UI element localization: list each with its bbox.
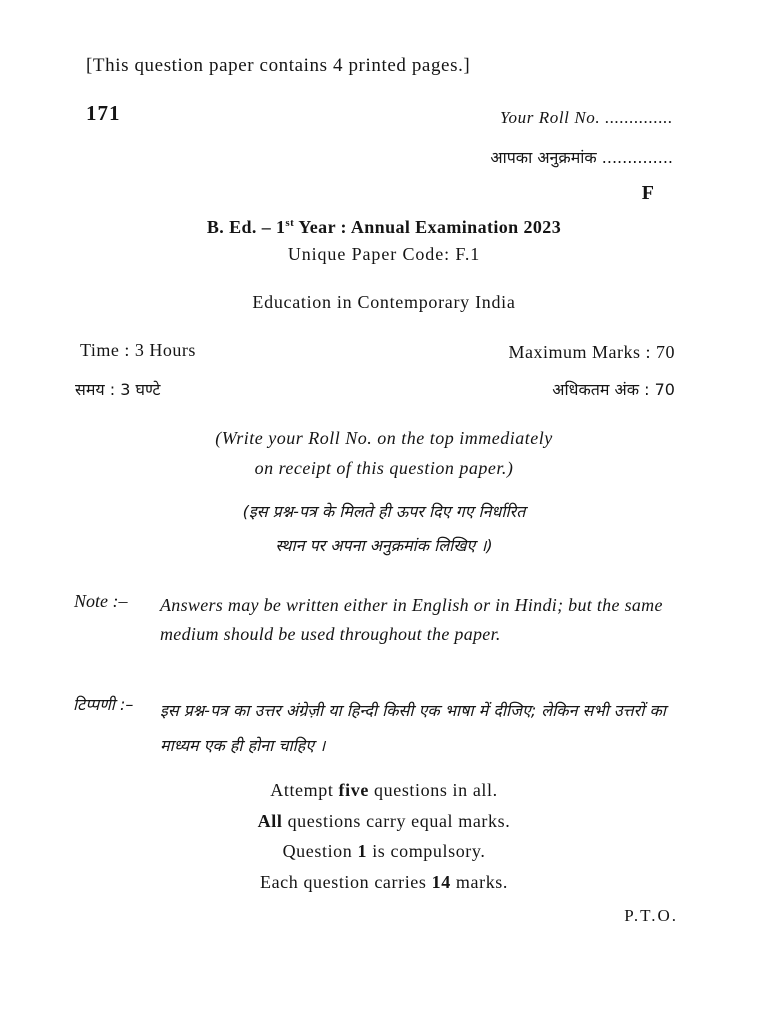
rule-text: is compulsory. xyxy=(367,841,486,861)
time-hi: समय : 3 घण्टे xyxy=(75,380,161,399)
roll-no-field-en: Your Roll No. .............. xyxy=(500,108,673,127)
rule-text: questions in all. xyxy=(368,780,498,800)
rule-emphasis: All xyxy=(257,810,283,831)
instruction-hi-line-1: (इस प्रश्न-पत्र के मिलते ही ऊपर दिए गए निर्धारित xyxy=(242,502,526,521)
instruction-en-line-1: (Write your Roll No. on the top immediately xyxy=(215,428,553,448)
roll-no-field-hi: आपका अनुक्रमांक .............. xyxy=(490,148,673,167)
instruction-hi xyxy=(0,495,768,563)
rule-emphasis: 1 xyxy=(357,841,368,861)
paper-number: 171 xyxy=(86,101,121,125)
instruction-hi-line-2: स्थान पर अपना अनुक्रमांक लिखिए ।) xyxy=(275,536,493,555)
rule-emphasis: five xyxy=(338,780,369,800)
rule-text: Each question carries xyxy=(259,871,432,892)
exam-title xyxy=(0,217,768,238)
rule-equal-marks xyxy=(0,806,768,837)
rule-compulsory xyxy=(0,836,768,867)
time-en: Time : 3 Hours xyxy=(80,340,196,360)
note-label-en: Note :– xyxy=(74,591,128,611)
rule-text: Attempt xyxy=(270,780,339,800)
rule-emphasis: 14 xyxy=(431,871,451,892)
rule-text: marks. xyxy=(450,871,509,892)
rule-marks-each xyxy=(0,867,768,898)
rule-text: Question xyxy=(282,841,358,861)
rule-text: questions carry equal marks. xyxy=(282,810,511,831)
instruction-en xyxy=(0,423,768,483)
paper-code: Unique Paper Code: F.1 xyxy=(287,244,481,264)
exam-title-prefix: B. Ed. – 1 xyxy=(206,217,286,237)
instruction-en-line-2: on receipt of this question paper.) xyxy=(254,458,514,478)
exam-title-suffix: Year : Annual Examination 2023 xyxy=(294,217,562,237)
note-label-hi: टिप्पणी :– xyxy=(73,695,134,714)
note-text-hi: इस प्रश्न-पत्र का उत्तर अंग्रेज़ी या हिन्दी किसी एक भाषा में दीजिए; लेकिन सभी उत्तरों का माध्यम एक ही होना चाहिए । xyxy=(160,701,666,755)
rules-block xyxy=(0,775,768,897)
note-text-en: Answers may be written either in English or in Hindi; but the same medium should be used throughout the paper. xyxy=(160,595,663,644)
pages-note: [This question paper contains 4 printed pages.] xyxy=(86,55,471,76)
max-marks-hi: अधिकतम अंक : 70 xyxy=(552,380,675,399)
set-code: F xyxy=(641,182,654,204)
exam-title-sup: st xyxy=(285,217,295,229)
pto-label: P.T.O. xyxy=(624,906,678,925)
max-marks-en: Maximum Marks : 70 xyxy=(508,342,675,362)
subject-title: Education in Contemporary India xyxy=(252,292,516,312)
rule-attempt xyxy=(0,775,768,806)
